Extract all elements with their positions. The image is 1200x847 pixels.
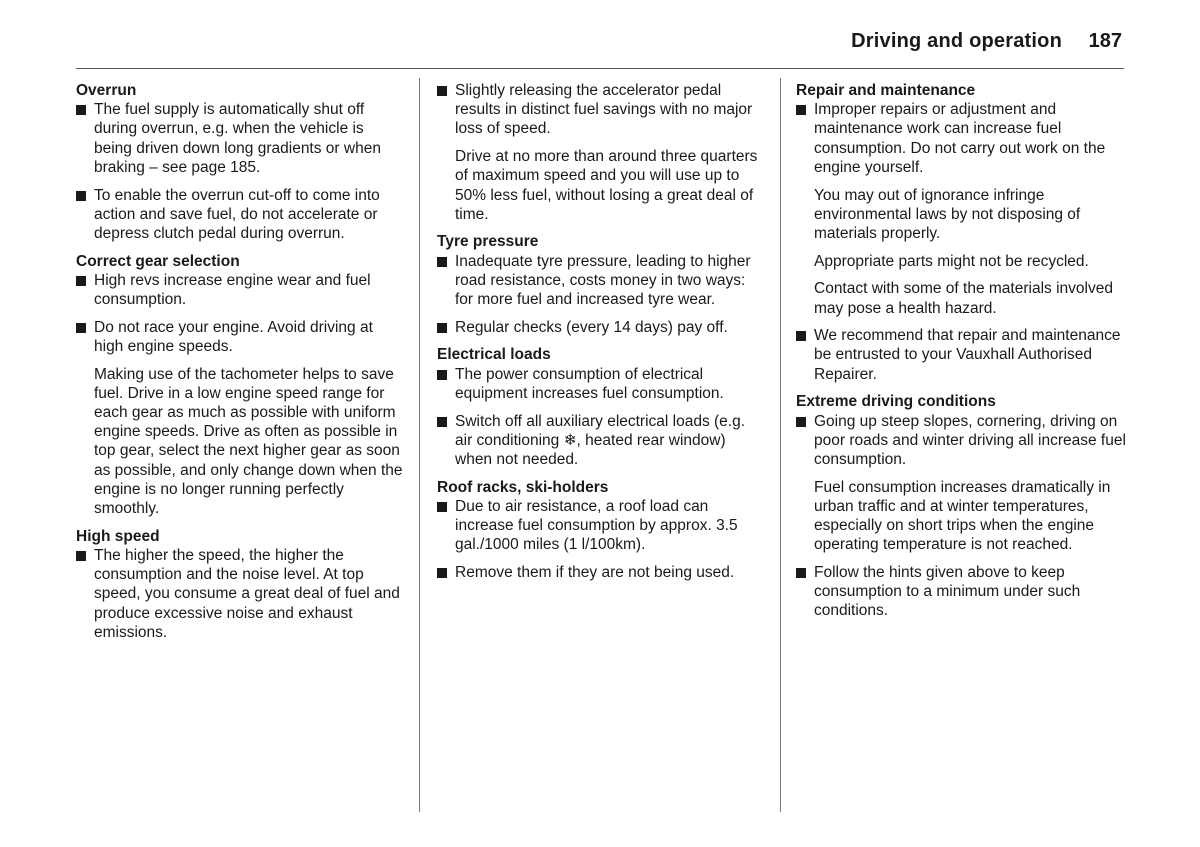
bullet-text: High revs increase engine wear and fuel consumption. xyxy=(94,271,371,309)
bullet-item xyxy=(437,252,763,310)
section-heading: Electrical loads xyxy=(437,346,551,364)
bullet-square-icon xyxy=(437,323,447,333)
bullet-item xyxy=(437,81,763,139)
bullet-square-icon xyxy=(796,568,806,578)
bullet-text: We recommend that repair and maintenance be entrusted to your Vauxhall Authorised Repairer. xyxy=(814,327,1121,383)
page-header xyxy=(76,30,1124,54)
bullet-text: Follow the hints given above to keep consumption to a minimum under such conditions. xyxy=(814,563,1081,620)
text-column-right xyxy=(796,81,1126,629)
text-column-middle xyxy=(437,81,763,591)
bullet-square-icon xyxy=(437,257,447,267)
section-heading: Correct gear selection xyxy=(76,252,240,270)
bullet-square-icon xyxy=(437,417,447,427)
bullet-item xyxy=(76,318,404,356)
paragraph: Fuel consumption increases dramatically in urban traffic and at winter temperatures, especially on short trips when the engine operating temperature is not reached. xyxy=(814,478,1111,554)
bullet-square-icon xyxy=(796,417,806,427)
bullet-item xyxy=(76,186,404,244)
page-number: 187 xyxy=(1088,30,1122,52)
bullet-text: The higher the speed, the higher the consumption and the noise level. At top speed, you consume a great deal of fuel and produce excessive noise and exhaust emissions. xyxy=(94,546,400,641)
bullet-text: Do not race your engine. Avoid driving at high engine speeds. xyxy=(94,318,373,355)
bullet-text: Remove them if they are not being used. xyxy=(455,563,735,581)
column-divider xyxy=(780,78,781,812)
paragraph: Making use of the tachometer helps to save fuel. Drive in a low engine speed range for each gear as much as possible with uniform engine speeds. Drive as often as possible in top gear, select the next higher gear as soon as possible, and only change down when the engine is no longer running perfectly smoothly. xyxy=(94,365,403,518)
bullet-text: Improper repairs or adjustment and maintenance work can increase fuel consumption. Do not carry out work on the engine yourself. xyxy=(814,101,1106,176)
column-divider xyxy=(419,78,420,812)
bullet-square-icon xyxy=(437,502,447,512)
bullet-item xyxy=(437,365,763,403)
bullet-square-icon xyxy=(796,331,806,341)
bullet-square-icon xyxy=(437,568,447,578)
bullet-item xyxy=(76,271,404,309)
section-heading: Repair and maintenance xyxy=(796,82,976,99)
bullet-item xyxy=(796,412,1126,470)
bullet-item xyxy=(437,497,763,555)
bullet-square-icon xyxy=(76,105,86,115)
bullet-item xyxy=(437,563,763,582)
text-column-left xyxy=(76,81,404,650)
section-heading: Extreme driving conditions xyxy=(796,393,996,411)
bullet-text: Going up steep slopes, cornering, driving on poor roads and winter driving all increase fuel consumption. xyxy=(814,412,1126,468)
bullet-text: Inadequate tyre pressure, leading to higher road resistance, costs money in two ways: for more fuel and increased tyre wear. xyxy=(455,252,751,309)
bullet-square-icon xyxy=(437,86,447,96)
bullet-square-icon xyxy=(76,551,86,561)
header-rule xyxy=(76,68,1124,69)
bullet-square-icon xyxy=(796,105,806,115)
bullet-item xyxy=(437,412,763,470)
bullet-text: The fuel supply is automatically shut off during overrun, e.g. when the vehicle is being driven down long gradients or when braking – see page 185. xyxy=(94,101,381,176)
bullet-square-icon xyxy=(437,370,447,380)
bullet-item xyxy=(796,326,1126,384)
paragraph: Appropriate parts might not be recycled. xyxy=(814,252,1089,270)
bullet-item xyxy=(76,546,404,642)
section-heading: High speed xyxy=(76,527,160,545)
bullet-item xyxy=(437,318,763,337)
bullet-text: To enable the overrun cut-off to come into action and save fuel, do not accelerate or depress clutch pedal during overrun. xyxy=(94,186,380,242)
bullet-square-icon xyxy=(76,276,86,286)
paragraph: Contact with some of the materials involved may pose a health hazard. xyxy=(814,280,1113,317)
bullet-item xyxy=(76,100,404,177)
paragraph: Drive at no more than around three quarters of maximum speed and you will use up to 50% less fuel, without losing a great deal of time. xyxy=(455,148,758,223)
bullet-text: Slightly releasing the accelerator pedal results in distinct fuel savings with no major loss of speed. xyxy=(455,82,753,138)
section-heading: Overrun xyxy=(76,82,137,99)
section-title: Driving and operation xyxy=(851,30,1062,52)
bullet-text: Due to air resistance, a roof load can increase fuel consumption by approx. 3.5 gal./1000 miles (1 l/100km). xyxy=(455,497,738,554)
bullet-text: Switch off all auxiliary electrical loads (e.g. air conditioning ❄, heated rear window) when not needed. xyxy=(455,412,746,468)
bullet-item xyxy=(796,100,1126,177)
paragraph: You may out of ignorance infringe environmental laws by not disposing of materials properly. xyxy=(814,186,1081,242)
section-heading: Tyre pressure xyxy=(437,233,539,251)
bullet-square-icon xyxy=(76,191,86,201)
bullet-item xyxy=(796,563,1126,621)
bullet-text: The power consumption of electrical equipment increases fuel consumption. xyxy=(455,365,724,402)
bullet-square-icon xyxy=(76,323,86,333)
section-heading: Roof racks, ski-holders xyxy=(437,478,609,496)
bullet-text: Regular checks (every 14 days) pay off. xyxy=(455,318,728,336)
